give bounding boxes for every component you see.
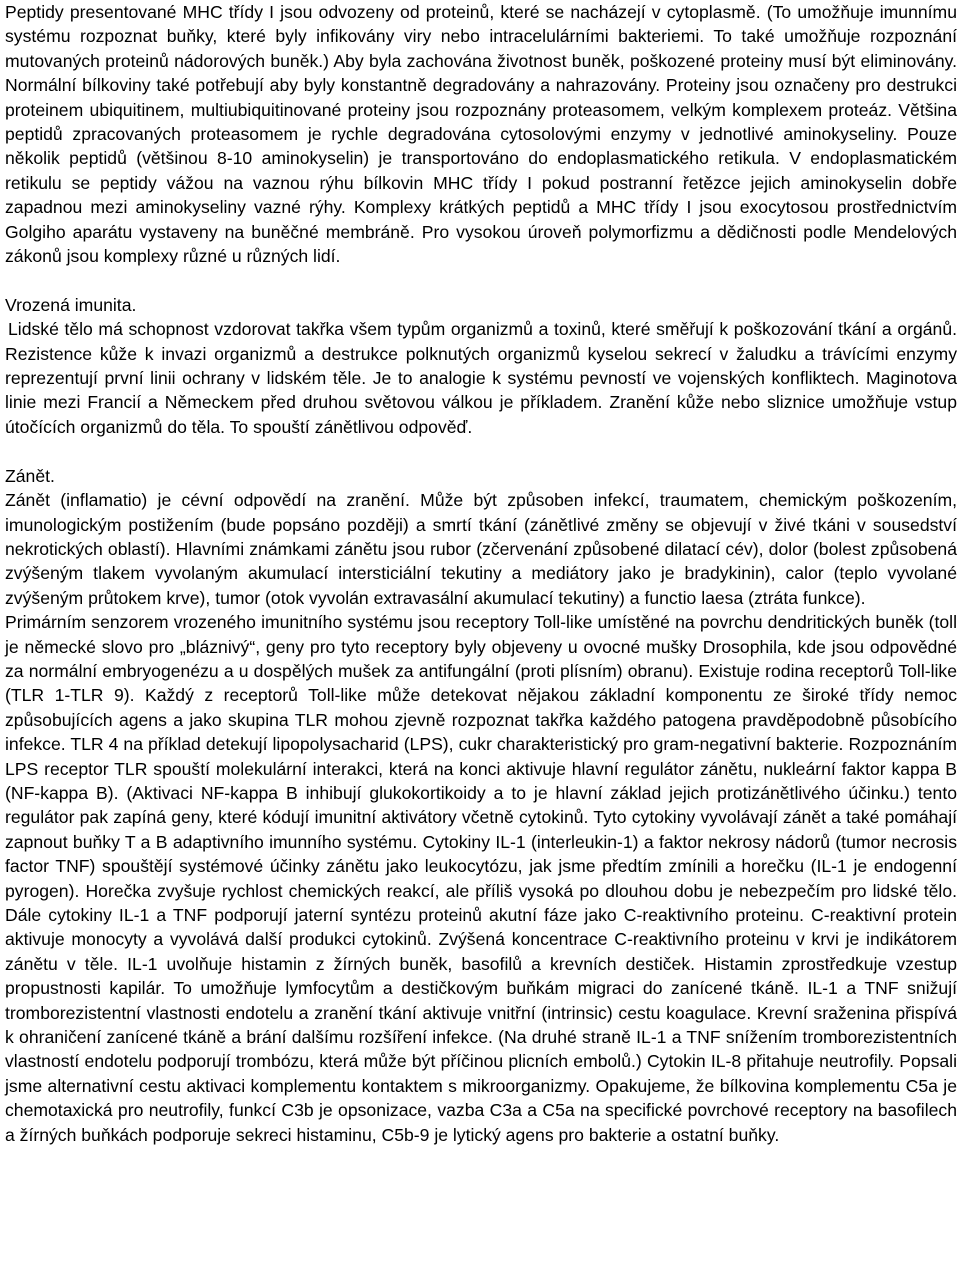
- heading-innate-immunity: Vrozená imunita.: [5, 294, 137, 315]
- document-page: [5, 0, 957, 1147]
- paragraph-innate-immunity: Lidské tělo má schopnost vzdorovat takřka všem typům organizmů a toxinů, které směřují k poškozování tkání a orgánů. Rezistence kůže k invazi organizmů a destrukce polknutých organizmů kyselou sekrecí v žaludku a trávícími enzymy reprezentují první linii ochrany v lidském těle. Je to analogie k systému pevností ve vojenských konfliktech. Maginotova linie mezi Francií a Německem před druhou světovou válkou je příkladem. Zranění kůže nebo sliznice umožňuje vstup útočících organizmů do těla. To spouští zánětlivou odpověď.: [5, 319, 957, 437]
- heading-inflammation: Zánět.: [5, 465, 55, 486]
- paragraph-spacer: [5, 268, 957, 292]
- paragraph-mhc-peptides: Peptidy presentované MHC třídy I jsou odvozeny od proteinů, které se nacházejí v cytoplasmě. (To umožňuje imunnímu systému rozpoznat buňky, které byly infikovány viry nebo intracelulárními bakteriemi. To také umožňuje rozpoznání mutovaných proteinů nádorových buněk.) Aby byla zachována životnost buněk, poškozené proteiny musí být eliminovány. Normální bílkoviny také potřebují aby byly konstantně degradovány a nahrazovány. Proteiny jsou označeny pro destrukci proteinem ubiquitinem, multiubiquitinované proteiny jsou rozpoznány proteasomem, velkým komplexem proteáz. Většina peptidů zpracovaných proteasomem je rychle degradována cytosolovými enzymy v jednotlivé aminokyseliny. Pouze několik peptidů (většinou 8-10 aminokyselin) je transportováno do endoplasmatického retikula. V endoplasmatickém retikulu se peptidy vážou na vaznou rýhu bílkovin MHC třídy I pokud postranní řetězce jejich aminokyselin dobře zapadnou mezi aminokyseliny vazné rýhy. Komplexy krátkých peptidů a MHC třídy I jsou exocytosou prostřednictvím Golgiho aparátu vystaveny na buněčné membráně. Pro vysokou úroveň polymorfizmu a dědičnosti podle Mendelových zákonů jsou komplexy různé u různých lidí.: [5, 2, 957, 267]
- paragraph-toll-like-receptors: Primárním senzorem vrozeného imunitního systému jsou receptory Toll-like umístěné na povrchu dendritických buněk (toll je německé slovo pro „bláznivý“, geny pro tyto receptory byly objeveny u ovocné mušky Drosophila, kde jsou odpovědné za normální embryogenézu a u dospělých mušek za antifungální (proti plísním) obranu). Existuje rodina receptorů Toll-like (TLR 1-TLR 9). Každý z receptorů Toll-like může detekovat nějakou základní komponentu ze široké třídy nemoc způsobujících agens a jako skupina TLR mohou zjevně rozpoznat takřka každého patogena pravděpodobně působícího infekce. TLR 4 na příklad detekují lipopolysacharid (LPS), cukr charakteristický pro gram-negativní bakterie. Rozpoznáním LPS receptor TLR spouští molekulární interakci, která na konci aktivuje hlavní regulátor zánětu, nukleární faktor kappa B (NF-kappa B). (Aktivaci NF-kappa B inhibují glukokortikoidy a to je hlavní základ jejich protizánětlivého účinku.) tento regulátor pak zapíná geny, které kódují imunitní aktivátory včetně cytokinů. Tyto cytokiny vyvolávají zánět a také pomáhají zapnout buňky T a B adaptivního imunního systému. Cytokiny IL-1 (interleukin-1) a faktor nekrosy nádorů (tumor necrosis factor TNF) spouštějí systémové účinky zánětu jako leukocytózu, jak jsme předtím zmínili a horečku (IL-1 je endogenní pyrogen). Horečka zvyšuje rychlost chemických reakcí, ale příliš vysoká po dlouhou dobu je nebezpečím pro lidské tělo. Dále cytokiny IL-1 a TNF podporují jaterní syntézu proteinů akutní fáze jako C-reaktivního proteinu. C-reaktivní protein aktivuje monocyty a vyvolává další produkci cytokinů. Zvýšená koncentrace C-reaktivního proteinu v krvi je indikátorem zánětu v těle. IL-1 uvolňuje histamin z žírných buněk, basofilů a krevních destiček. Histamin zprostředkuje vzestup propustnosti kapilár. To umožňuje lymfocytům a destičkovým buňkám migraci do zanícené tkáně. IL-1 a TNF snižují tromborezistentní vlastnosti endotelu a zranění tkání aktivuje vnitřní (intrinsic) cestu koagulace. Krevní sraženina přispívá k ohraničení zanícené tkáně a brání dalšímu rozšíření infekce. (Na druhé straně IL-1 a TNF snížením tromborezistentních vlastností endotelu podporují trombózu, která může být příčinou plicních embolů.) Cytokin IL-8 přitahuje neutrofily. Popsali jsme alternativní cestu aktivaci komplementu kontaktem s mikroorganizmy. Opakujeme, že bílkovina komplementu C5a je chemotaxická pro neutrofily, funkcí C3b je opsonizace, vazba C3a a C5a na specifické povrchové receptory na basofilech a žírných buňkách podporuje sekreci histaminu, C5b-9 je lytický agens pro bakterie a ostatní buňky.: [5, 612, 957, 1145]
- paragraph-inflammation: Zánět (inflamatio) je cévní odpovědí na zranění. Může být způsoben infekcí, traumatem, chemickým poškozením, imunologickým postižením (bude popsáno později) a smrtí tkání (zánětlivé změny se objevují v živé tkáni v sousedství nekrotických oblastí). Hlavními známkami zánětu jsou rubor (zčervenání způsobené dilatací cév), dolor (bolest způsobená zvýšeným tlakem vyvolaným akumulací intersticiální tekutiny a mediátory jako je bradykinin), calor (teplo vyvolané zvýšeným průtokem krve), tumor (otok vyvolán extravasální akumulací tekutiny) a functio laesa (ztráta funkce).: [5, 490, 957, 608]
- paragraph-spacer: [5, 439, 957, 463]
